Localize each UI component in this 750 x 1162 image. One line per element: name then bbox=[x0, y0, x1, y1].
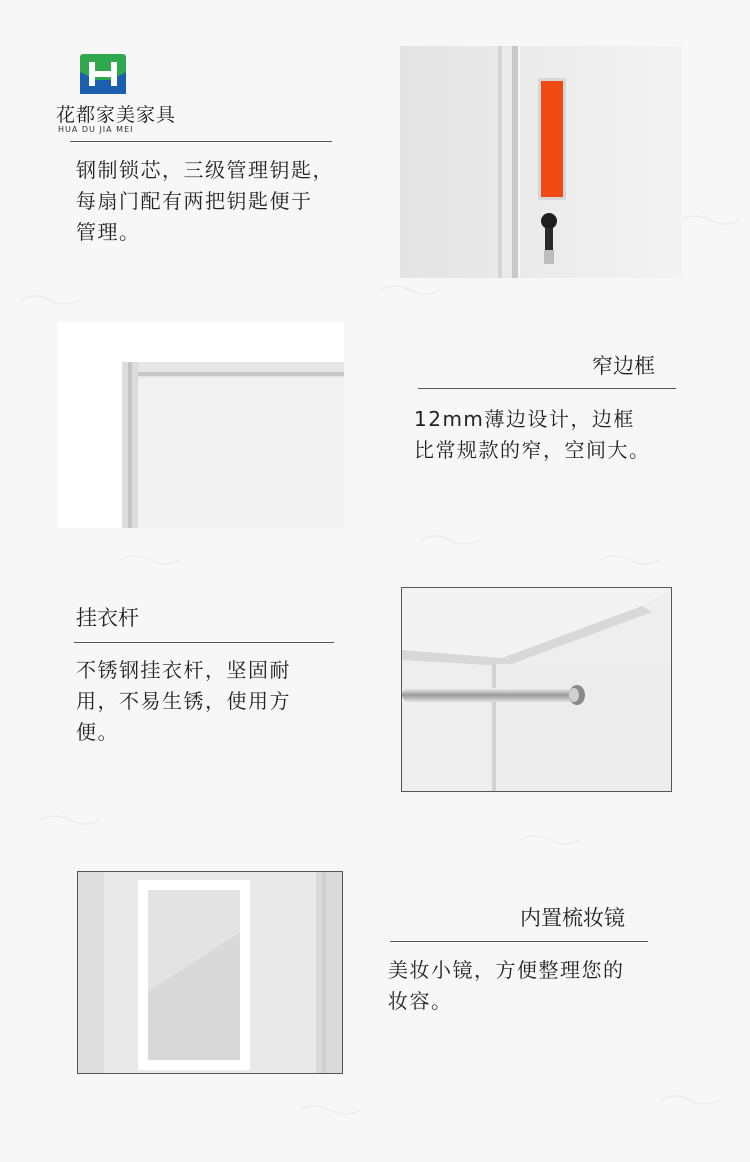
feature-title-frame: 窄边框 bbox=[592, 354, 655, 378]
desc-line: 用，不易生锈，使用方 bbox=[76, 689, 291, 713]
logo-name-cn: 花都家美家具 bbox=[56, 104, 177, 126]
frame-edge-photo bbox=[58, 322, 344, 528]
frame-edge-illustration bbox=[58, 322, 344, 528]
feature-title-mirror: 内置梳妆镜 bbox=[520, 906, 625, 930]
logo-name-en: HUA DU JIA MEI bbox=[58, 125, 134, 134]
hanging-rod-photo bbox=[401, 587, 672, 792]
mirror-photo bbox=[77, 871, 343, 1074]
brand-logo bbox=[56, 52, 186, 132]
desc-line: 便。 bbox=[76, 720, 119, 744]
divider-line bbox=[70, 141, 332, 142]
lock-illustration bbox=[400, 46, 682, 278]
desc-line: 管理。 bbox=[76, 220, 141, 244]
feature-desc-lock bbox=[76, 155, 396, 248]
feature-title-rod: 挂衣杆 bbox=[76, 606, 139, 630]
hanging-rod-illustration bbox=[402, 588, 671, 791]
feature-desc-mirror bbox=[388, 955, 708, 1017]
desc-line: 钢制锁芯，三级管理钥匙， bbox=[76, 158, 334, 182]
lock-photo bbox=[400, 46, 682, 278]
desc-line: 妆容。 bbox=[388, 989, 453, 1013]
feature-desc-frame bbox=[414, 404, 714, 466]
desc-line: 每扇门配有两把钥匙便于 bbox=[76, 189, 313, 213]
desc-line: 12mm薄边设计，边框 bbox=[414, 407, 635, 431]
divider-line bbox=[74, 642, 334, 643]
desc-line: 比常规款的窄，空间大。 bbox=[414, 438, 651, 462]
divider-line bbox=[418, 388, 676, 389]
feature-desc-rod bbox=[76, 655, 376, 748]
desc-line: 美妆小镜，方便整理您的 bbox=[388, 958, 625, 982]
mirror-illustration bbox=[78, 872, 342, 1073]
divider-line bbox=[390, 941, 648, 942]
logo-h-icon bbox=[80, 54, 126, 94]
desc-line: 不锈钢挂衣杆，坚固耐 bbox=[76, 658, 291, 682]
